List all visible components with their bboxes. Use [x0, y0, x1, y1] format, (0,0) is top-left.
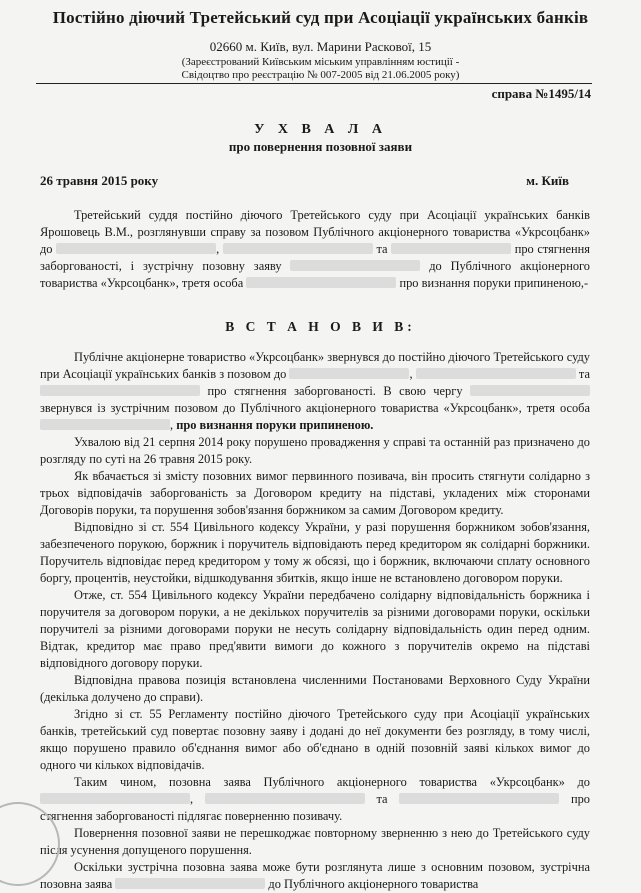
redacted-name	[246, 277, 396, 288]
paragraph-6: Відповідна правова позиція встановлена численними Постановами Верховного Суду України (декілька долучено до справи).	[40, 673, 590, 704]
redacted-name	[115, 878, 265, 889]
redacted-name	[223, 243, 373, 254]
registration-line-2: Свідоцтво про реєстрацію № 007-2005 від 21.06.2005 року)	[181, 69, 460, 81]
redacted-name	[56, 243, 216, 254]
p1-part-b: про стягнення заборгованості. В свою чергу	[207, 384, 463, 398]
paragraph-8	[40, 774, 590, 825]
intro-text-1: Третейський суддя постійно діючого Третейського суду при Асоціації українських банків Ярошовець В.М., розглянувши справу за позовом Публічного акціонерного товариства «Укрсоцбанк» до	[40, 208, 590, 256]
paragraph-7: Згідно зі ст. 55 Регламенту постійно діючого Третейського суду при Асоціації українських банків, третейський суд повертає позовну заяву і додані до неї документи без розгляду, в тому числі, якщо порушено правило об'єднання вимог або об'єднано в одній позовній заяві кількох вимог до одного чи кількох відповідачів.	[40, 707, 590, 772]
redacted-name	[391, 243, 511, 254]
p10-part-c: до Публічного акціонерного товариства	[268, 877, 479, 891]
case-number: справа №1495/14	[491, 86, 591, 101]
paragraph-1	[40, 349, 590, 434]
established-heading: В С Т А Н О В И В:	[225, 319, 416, 334]
redacted-name	[40, 419, 170, 430]
registration-line-1: (Зареєстрований Київським міським управлінням юстиції -	[181, 56, 460, 68]
redacted-name	[40, 385, 200, 396]
redacted-name	[40, 793, 190, 804]
document-city: м. Київ	[526, 173, 569, 188]
paragraph-3: Як вбачається зі змісту позовних вимог первинного позивача, він просить стягнути солідарно з трьох відповідачів заборгованість за Договором кредиту на підставі, укладених між сторонами Договорів поруки, та порушення зобов'язання боржником за самим Договором кредиту.	[40, 469, 590, 517]
paragraph-5: Отже, ст. 554 Цивільного кодексу України передбачено солідарну відповідальність боржника і поручителя за договором поруки, а не декількох поручителів за різними договорами поруки, оскільки поручителі за різними договорами поруки не несуть солідарну відповідальність один перед одним. Відтак, кредитор має право пред'явити вимоги до кожного з поручителів окремо на підставі відповідного договору поруки.	[40, 588, 590, 670]
intro-comma: ,	[216, 242, 220, 256]
document-date: 26 травня 2015 року	[40, 173, 159, 188]
p8-part-c: про стягнення заборгованості підлягає поверненню позивачу.	[40, 792, 590, 823]
p1-comma-2: ,	[170, 418, 174, 432]
p8-part-b: та	[376, 792, 388, 806]
intro-text-2: про стягнення заборгованості, і зустрічну позовну заяву	[40, 242, 590, 273]
paragraph-2: Ухвалою від 21 серпня 2014 року порушено провадження у справі та останній раз призначено до розгляду по суті на 26 травня 2015 року.	[40, 435, 590, 466]
court-title: Постійно діючий Третейський суд при Асоціації українських банків	[52, 8, 589, 27]
redacted-name	[416, 368, 576, 379]
intro-paragraph	[40, 207, 590, 292]
p10-part-a: Оскільки зустрічна позовна заява може бути розглянута лише з основним позовом,	[74, 860, 535, 874]
redacted-name	[399, 793, 559, 804]
paragraph-4: Відповідно зі ст. 554 Цивільного кодексу України, у разі порушення боржником зобов'язання, забезпеченого порукою, боржник і поручитель відповідають перед кредитором як солідарні боржники. Поручитель відповідає перед кредитором у тому ж обсязі, що і боржник, включаючи сплату основного боргу, процентів, неустойки, відшкодування збитків, якщо інше не встановлено договором поруки.	[40, 520, 590, 585]
redacted-name	[205, 793, 365, 804]
p1-comma: ,	[409, 367, 413, 381]
p8-comma: ,	[190, 792, 194, 806]
p1-and: та	[578, 367, 590, 381]
header-divider	[36, 83, 592, 84]
intro-text-4: про визнання поруки припиненою,-	[399, 276, 589, 290]
redacted-name	[289, 368, 409, 379]
court-address: 02660 м. Київ, вул. Марини Раскової, 15	[209, 39, 432, 54]
p1-part-c: звернувся із зустрічним позовом до Публічного акціонерного товариства «Укрсоцбанк», третя особа	[40, 401, 590, 415]
p1-part-a: Публічне акціонерне товариство «Укрсоцбанк» звернувся до постійно діючого Третейського суду при Асоціації українських банків з позовом до	[40, 350, 590, 381]
intro-and: та	[376, 242, 388, 256]
body-text	[40, 349, 590, 893]
intro-text-3: до Публічного акціонерного товариства «Укрсоцбанк», третя особа	[40, 259, 590, 290]
p8-part-a: Таким чином, позовна заява Публічного акціонерного товариства «Укрсоцбанк» до	[74, 775, 590, 789]
document-subtitle: про повернення позовної заяви	[228, 139, 413, 154]
redacted-name	[290, 260, 420, 271]
document-title: У Х В А Л А	[254, 122, 387, 137]
p10-part-b: зустрічна позовна заява	[40, 860, 590, 891]
p1-part-d: про визнання поруки припиненою.	[176, 418, 374, 432]
paragraph-9: Повернення позовної заяви не перешкоджає повторному зверненню з нею до Третейського суду після усунення допущеного порушення.	[40, 826, 590, 857]
paragraph-10	[40, 859, 590, 893]
redacted-name	[470, 385, 590, 396]
